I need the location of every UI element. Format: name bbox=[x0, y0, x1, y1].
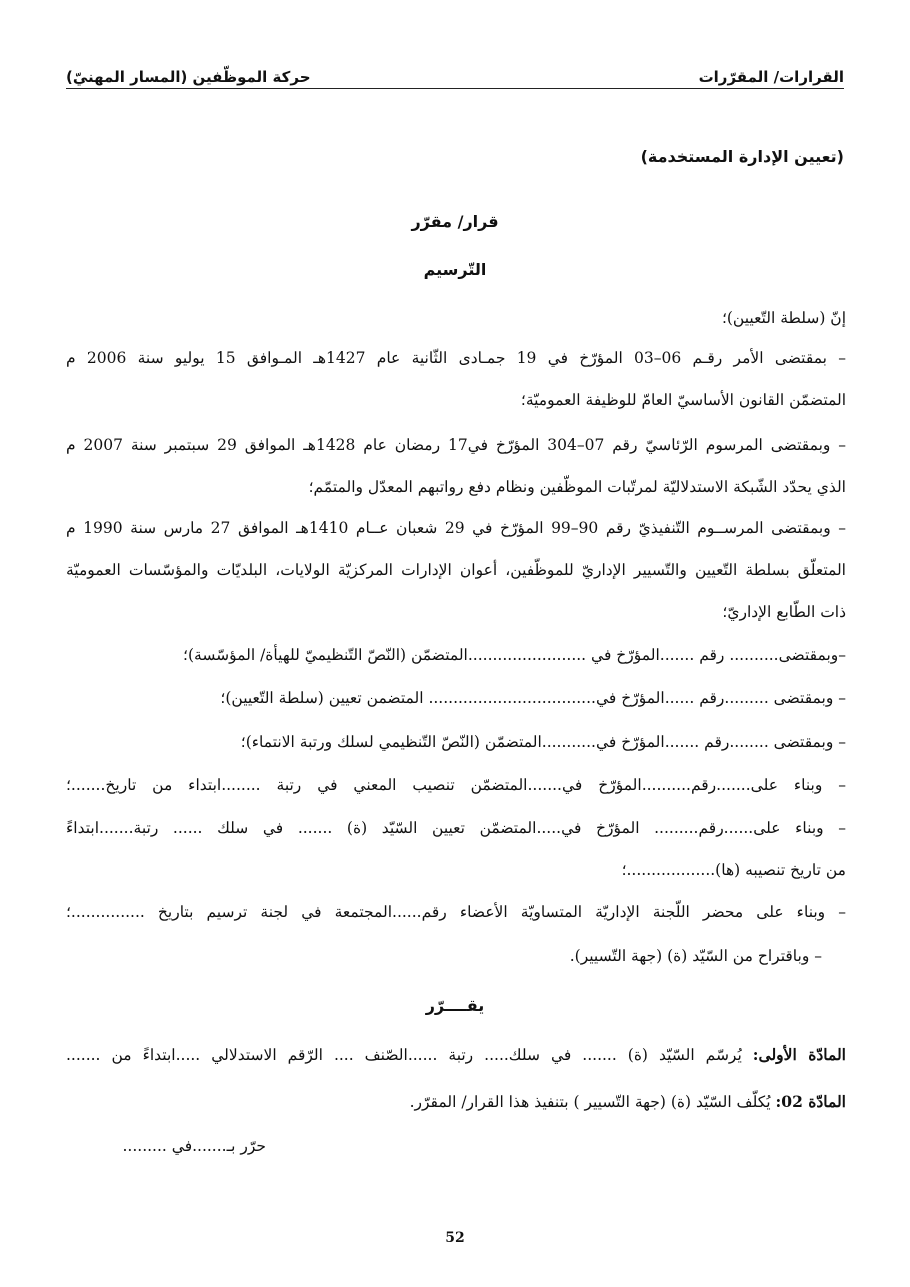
header-left-title: حركة الموظّفين (المسار المهنيّ) bbox=[66, 68, 311, 86]
article-1 bbox=[66, 1043, 846, 1067]
decision-title: قرار/ مقرّر bbox=[411, 212, 499, 231]
signature-line: حرّر بـ.......في ......... bbox=[122, 1137, 266, 1155]
preamble-7-line: – وبناء على.......رقم..........المؤرّخ في.......المتضمّن تنصيب المعني في رتبة ........ابتداء من تاريخ.......؛ bbox=[66, 776, 846, 794]
article-1-label: المادّة الأولى: bbox=[752, 1045, 846, 1064]
preamble-6-line: – وبمقتضى ........رقم .......المؤرّخ في...........المتضمّن (النّصّ التّنظيمي لسلك ورتبة الانتماء)؛ bbox=[240, 733, 846, 751]
preamble-1-line-1: – بمقتضى الأمر رقـم 06–03 المؤرّخ في 19 جمـادى الثّانية عام 1427هـ المـوافق 15 يوليو سنة 2006 م bbox=[66, 349, 846, 367]
preamble-1-line-2: المتضمّن القانون الأساسيّ العامّ للوظيفة العموميّة؛ bbox=[520, 391, 846, 409]
preamble-5-line: – وبمقتضى .........رقم ......المؤرّخ في.................................. المتضمن تعيين (سلطة التّعيين)؛ bbox=[220, 689, 846, 707]
article-2 bbox=[66, 1090, 846, 1114]
article-2-text: يُكلّف السّيّد (ة) (جهة التّسيير ) بتنفيذ هذا القرار/ المقرّر. bbox=[409, 1093, 776, 1111]
article-1-text: يُرسّم السّيّد (ة) ....... في سلك..... رتبة ......الصّنف .... الرّقم الاستدلالي .....ابتداءً من ....... bbox=[66, 1046, 753, 1064]
subject-title: التّرسيم bbox=[423, 260, 487, 279]
preamble-2-line-1: – وبمقتضى المرسوم الرّئاسيّ رقم 07–304 المؤرّخ في17 رمضان عام 1428هـ الموافق 29 سبتمبر سنة 2007 م bbox=[66, 436, 846, 454]
decides-heading: يقــــرّر bbox=[425, 996, 485, 1015]
preamble-9-line: – وبناء على محضر اللّجنة الإداريّة المتساويّة الأعضاء رقم......المجتمعة في لجنة ترسيم بتاريخ ...............؛ bbox=[66, 903, 846, 921]
authority-line: إنّ (سلطة التّعيين)؛ bbox=[721, 309, 846, 327]
preamble-3-line-2: المتعلّق بسلطة التّعيين والتّسيير الإداريّ للموظّفين، أعوان الإدارات المركزيّة الولايات، البلديّات والمؤسّسات العموميّة bbox=[66, 561, 846, 579]
preamble-4-line: –وبمقتضى.......... رقم .......المؤرّخ في ........................المتضمّن (النّصّ التّنظيميّ للهيأة/ المؤسّسة)؛ bbox=[183, 646, 846, 664]
page-number: 52 bbox=[445, 1230, 465, 1246]
article-2-label: المادّة 02: bbox=[775, 1092, 846, 1111]
preamble-10-line: – وباقتراح من السّيّد (ة) (جهة التّسيير). bbox=[569, 947, 822, 965]
page-header bbox=[66, 56, 844, 89]
header-right-title: القرارات/ المقرّرات bbox=[698, 68, 844, 86]
preamble-8-line-1: – وبناء على......رقم......... المؤرّخ في.....المتضمّن تعيين السّيّد (ة) ....... في سلك ...... رتبة.......ابتداءً bbox=[66, 819, 846, 837]
section-title: (تعيين الإدارة المستخدمة) bbox=[640, 147, 844, 166]
preamble-2-line-2: الذي يحدّد الشّبكة الاستدلاليّة لمرتّبات الموظّفين ونظام دفع رواتبهم المعدّل والمتمّم؛ bbox=[308, 478, 846, 496]
preamble-3-line-1: – وبمقتضى المرســوم التّنفيذيّ رقم 90–99 المؤرّخ في 29 شعبان عــام 1410هـ الموافق 27 مارس سنة 1990 م bbox=[66, 519, 846, 537]
preamble-8-line-2: من تاريخ تنصيبه (ها)..................؛ bbox=[621, 861, 846, 879]
preamble-3-line-3: ذات الطّابع الإداريّ؛ bbox=[722, 603, 846, 621]
